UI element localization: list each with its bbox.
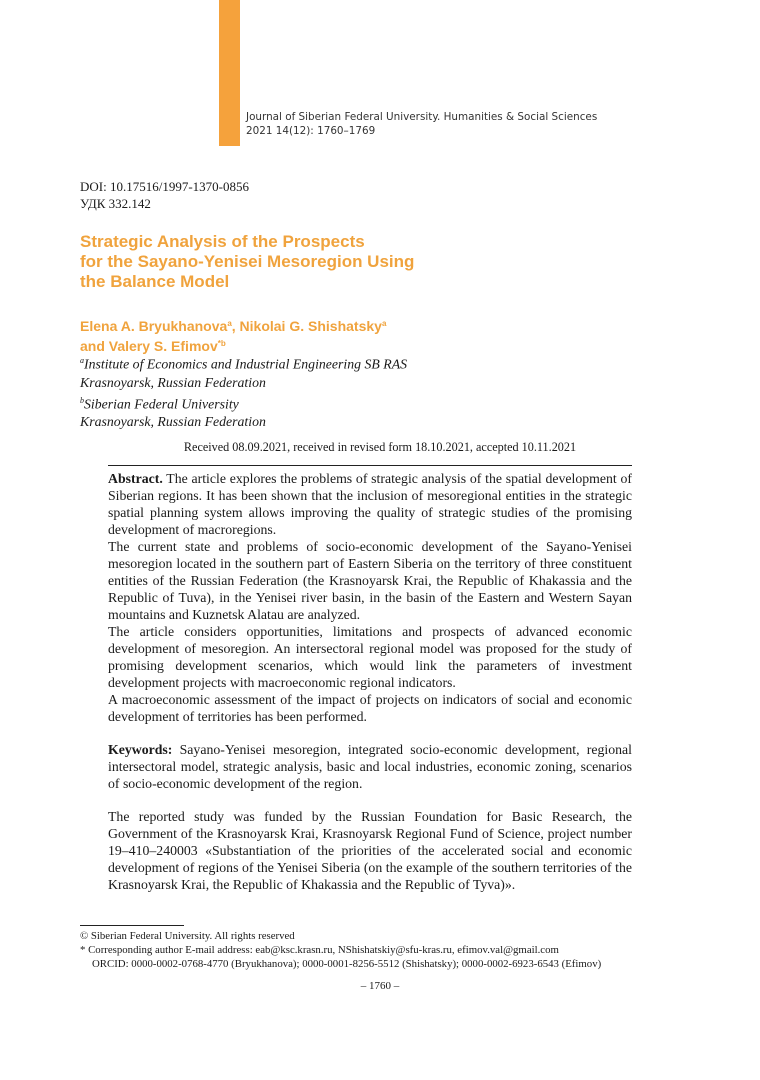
affiliation-name: $^a$Institute of Economics and Industrial Engineering SB RAS — [80, 356, 408, 372]
abstract-label: Abstract. — [108, 471, 163, 486]
keywords-label: Keywords: — [108, 742, 173, 757]
page-number: – 1760 – — [360, 980, 400, 992]
affiliation-mark: a — [80, 356, 84, 365]
abstract-paragraph: The current state and problems of socio-economic development of the Sayano-Yenisei mesoregion located in the southern part of Eastern Siberia on the territory of three constituent entities of the Russian Federation (the Krasnoyarsk Krai, the Republic of Khakassia and the Republic of Tuva), in the Yenisei river basin, in the basin of the Eastern and Western Sayan mountains and Kuznetsk Alatau are analyzed. — [108, 539, 632, 622]
abstract-paragraph: Abstract. The article explores the problems of strategic analysis of the spatial development of Siberian regions. It has been shown that the inclusion of mesoregional entities in the strategic spatial planning system allows improving the quality of strategic studies of the promising development of macroregions. — [108, 471, 632, 537]
abstract-paragraph: A macroeconomic assessment of the impact of projects on indicators of social and economic development of territories has been performed. — [108, 692, 632, 724]
doi: DOI: 10.17516/1997-1370-0856 — [80, 179, 249, 194]
abstract-block — [108, 470, 632, 893]
article-identifiers — [80, 178, 249, 212]
affiliations — [80, 352, 407, 431]
accent-bar — [219, 0, 240, 146]
author-conjunction: and — [80, 338, 109, 354]
abstract-divider — [108, 465, 632, 466]
author-separator: , — [231, 318, 240, 334]
affiliation-mark: b — [80, 395, 84, 405]
title-line-3: the Balance Model — [80, 272, 230, 291]
received-dates: Received 08.09.2021, received in revised form 18.10.2021, accepted 10.11.2021 — [183, 440, 577, 454]
corresponding-author-note: * Corresponding author E-mail address: eab@ksc.krasn.ru, NShishatskiy@sfu-kras.ru, efimov.val@gmail.com — [80, 944, 559, 956]
author-affiliation-mark: *b — [217, 339, 226, 348]
footnote-divider — [80, 925, 184, 926]
footnotes — [80, 929, 601, 971]
journal-issue: 2021 14(12): 1760–1769 — [246, 125, 376, 137]
author-name: Valery S. Efimov — [108, 338, 218, 354]
copyright-note: © Siberian Federal University. All rights reserved — [80, 930, 295, 942]
author-line-1 — [80, 316, 386, 336]
article-title — [80, 232, 640, 292]
title-line-1: Strategic Analysis of the Prospects — [80, 232, 365, 251]
abstract-paragraph: The article considers opportunities, limitations and prospects of advanced economic development of mesoregion. An intersectoral regional model was proposed for the study of promising development scenarios, which would link the parameters of investment development projects with macroeconomic regional indicators. — [108, 624, 632, 690]
author-affiliation-mark: a — [381, 319, 387, 328]
keywords: Keywords: Sayano-Yenisei mesoregion, integrated socio-economic development, regional intersectoral model, strategic analysis, basic and local industries, economic zoning, scenarios of socio-economic development of the region. — [108, 742, 632, 791]
orcid-note: ORCID: 0000-0002-0768-4770 (Bryukhanova); 0000-0001-8256-5512 (Shishatsky); 0000-0002-6923-6543 (Efimov) — [92, 958, 602, 970]
affiliation-name: $^b$Siberian Federal University — [80, 395, 239, 412]
author-name: Elena A. Bryukhanova — [80, 318, 228, 334]
affiliation-place: Krasnoyarsk, Russian Federation — [80, 374, 266, 390]
author-list — [80, 316, 386, 356]
author-affiliation-mark: a — [227, 319, 232, 328]
journal-name: Journal of Siberian Federal University. Humanities & Social Sciences — [246, 111, 598, 123]
author-name: Nikolai G. Shishatsky — [239, 318, 382, 334]
title-line-2: for the Sayano-Yenisei Mesoregion Using — [80, 252, 415, 271]
funding-note: The reported study was funded by the Russian Foundation for Basic Research, the Government of the Krasnoyarsk Krai, Krasnoyarsk Regional Fund of Science, project number 19–410–240003 «Substantiation of the priorities of the accelerated social and economic development of regions of the Yenisei Siberia (on the example of the southern territories of the Krasnoyarsk Krai, the Republic of Khakassia and the Republic of Tyva)». — [108, 809, 632, 892]
affiliation-place: Krasnoyarsk, Russian Federation — [80, 414, 266, 430]
udk: УДК 332.142 — [80, 196, 151, 211]
journal-header — [246, 110, 597, 138]
